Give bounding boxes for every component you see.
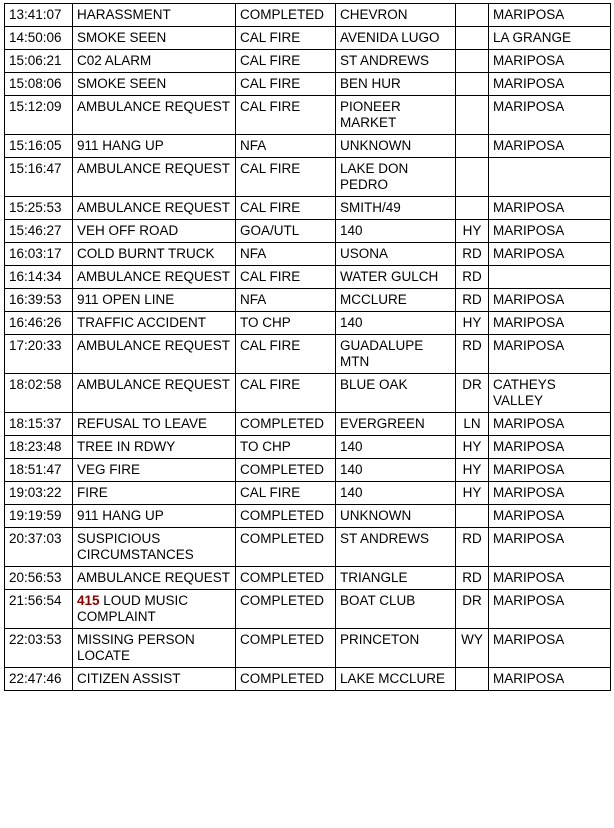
call-type-cell: COLD BURNT TRUCK [73,243,236,266]
city-cell [489,266,611,289]
city-cell: MARIPOSA [489,220,611,243]
street-cell: MCCLURE [336,289,456,312]
street-suffix-cell: RD [456,528,489,567]
street-suffix-cell: RD [456,243,489,266]
call-type-cell: SMOKE SEEN [73,73,236,96]
disposition-cell: CAL FIRE [236,374,336,413]
call-time-cell: 15:08:06 [5,73,73,96]
log-row [5,4,611,27]
call-type-cell: VEG FIRE [73,459,236,482]
street-suffix-cell [456,27,489,50]
log-row [5,374,611,413]
city-cell: MARIPOSA [489,436,611,459]
street-cell: UNKNOWN [336,135,456,158]
city-cell: MARIPOSA [489,135,611,158]
city-cell: MARIPOSA [489,413,611,436]
disposition-cell: COMPLETED [236,4,336,27]
street-cell: PIONEER MARKET [336,96,456,135]
city-cell: MARIPOSA [489,590,611,629]
log-row [5,73,611,96]
dispatch-log-body [5,4,611,691]
street-suffix-cell: RD [456,335,489,374]
call-type-cell: 911 OPEN LINE [73,289,236,312]
city-cell: MARIPOSA [489,50,611,73]
street-suffix-cell: RD [456,266,489,289]
city-cell: MARIPOSA [489,197,611,220]
city-cell: LA GRANGE [489,27,611,50]
log-row [5,482,611,505]
street-suffix-cell [456,197,489,220]
disposition-cell: NFA [236,289,336,312]
disposition-cell: CAL FIRE [236,482,336,505]
disposition-cell: TO CHP [236,436,336,459]
call-type-cell: MISSING PERSON LOCATE [73,629,236,668]
street-cell: TRIANGLE [336,567,456,590]
call-time-cell: 20:37:03 [5,528,73,567]
call-time-cell: 16:39:53 [5,289,73,312]
city-cell: MARIPOSA [489,567,611,590]
log-row [5,135,611,158]
call-type-cell: AMBULANCE REQUEST [73,567,236,590]
street-cell: UNKNOWN [336,505,456,528]
call-time-cell: 18:02:58 [5,374,73,413]
disposition-cell: GOA/UTL [236,220,336,243]
call-type-cell: VEH OFF ROAD [73,220,236,243]
street-suffix-cell [456,4,489,27]
log-row [5,289,611,312]
street-suffix-cell: RD [456,567,489,590]
call-time-cell: 16:03:17 [5,243,73,266]
call-time-cell: 18:51:47 [5,459,73,482]
call-time-cell: 16:46:26 [5,312,73,335]
call-type-cell [73,590,236,629]
street-cell: GUADALUPE MTN [336,335,456,374]
street-suffix-cell [456,158,489,197]
call-time-cell: 15:46:27 [5,220,73,243]
disposition-cell: CAL FIRE [236,335,336,374]
street-suffix-cell [456,50,489,73]
street-cell: BLUE OAK [336,374,456,413]
log-row [5,197,611,220]
street-cell: 140 [336,436,456,459]
street-suffix-cell [456,505,489,528]
log-row [5,505,611,528]
call-type-cell: SMOKE SEEN [73,27,236,50]
call-type-cell: 911 HANG UP [73,135,236,158]
call-time-cell: 22:03:53 [5,629,73,668]
call-type-cell: AMBULANCE REQUEST [73,96,236,135]
street-cell: BEN HUR [336,73,456,96]
penal-code-label: 415 [77,593,100,608]
call-time-cell: 20:56:53 [5,567,73,590]
call-type-cell: TRAFFIC ACCIDENT [73,312,236,335]
log-row [5,459,611,482]
street-suffix-cell: HY [456,312,489,335]
street-suffix-cell [456,135,489,158]
call-time-cell: 22:47:46 [5,668,73,691]
city-cell: MARIPOSA [489,505,611,528]
call-type-cell: AMBULANCE REQUEST [73,374,236,413]
call-type-cell: AMBULANCE REQUEST [73,266,236,289]
street-cell: 140 [336,482,456,505]
log-row [5,629,611,668]
call-type-cell: HARASSMENT [73,4,236,27]
disposition-cell: NFA [236,243,336,266]
disposition-cell: COMPLETED [236,567,336,590]
log-row [5,436,611,459]
disposition-cell: COMPLETED [236,459,336,482]
street-cell: 140 [336,312,456,335]
street-cell: PRINCETON [336,629,456,668]
street-cell: ST ANDREWS [336,528,456,567]
log-row [5,335,611,374]
street-cell: EVERGREEN [336,413,456,436]
disposition-cell: CAL FIRE [236,27,336,50]
street-cell: LAKE MCCLURE [336,668,456,691]
disposition-cell: CAL FIRE [236,158,336,197]
disposition-cell: CAL FIRE [236,73,336,96]
street-suffix-cell: HY [456,459,489,482]
street-cell: BOAT CLUB [336,590,456,629]
disposition-cell: CAL FIRE [236,266,336,289]
street-cell: 140 [336,459,456,482]
log-row [5,528,611,567]
street-suffix-cell: DR [456,590,489,629]
call-time-cell: 15:12:09 [5,96,73,135]
city-cell: MARIPOSA [489,459,611,482]
log-row [5,96,611,135]
call-time-cell: 21:56:54 [5,590,73,629]
street-cell: AVENIDA LUGO [336,27,456,50]
call-type-cell: AMBULANCE REQUEST [73,197,236,220]
log-row [5,567,611,590]
street-suffix-cell: WY [456,629,489,668]
log-row [5,50,611,73]
city-cell: MARIPOSA [489,73,611,96]
disposition-cell: COMPLETED [236,413,336,436]
call-time-cell: 15:16:47 [5,158,73,197]
log-row [5,413,611,436]
disposition-cell: CAL FIRE [236,50,336,73]
disposition-cell: COMPLETED [236,528,336,567]
city-cell: MARIPOSA [489,312,611,335]
city-cell: MARIPOSA [489,668,611,691]
disposition-cell: COMPLETED [236,505,336,528]
call-type-cell: SUSPICIOUS CIRCUMSTANCES [73,528,236,567]
city-cell: CATHEYS VALLEY [489,374,611,413]
city-cell: MARIPOSA [489,289,611,312]
city-cell: MARIPOSA [489,96,611,135]
street-suffix-cell: HY [456,436,489,459]
street-suffix-cell [456,96,489,135]
street-cell: SMITH/49 [336,197,456,220]
log-row [5,668,611,691]
disposition-cell: CAL FIRE [236,96,336,135]
call-time-cell: 17:20:33 [5,335,73,374]
city-cell: MARIPOSA [489,629,611,668]
street-suffix-cell: HY [456,220,489,243]
log-row [5,590,611,629]
call-time-cell: 15:16:05 [5,135,73,158]
city-cell [489,158,611,197]
street-cell: WATER GULCH [336,266,456,289]
call-type-cell: 911 HANG UP [73,505,236,528]
street-suffix-cell [456,668,489,691]
street-suffix-cell: DR [456,374,489,413]
log-row [5,243,611,266]
call-type-cell: FIRE [73,482,236,505]
street-suffix-cell [456,73,489,96]
call-time-cell: 15:25:53 [5,197,73,220]
call-time-cell: 19:19:59 [5,505,73,528]
street-cell: ST ANDREWS [336,50,456,73]
call-time-cell: 16:14:34 [5,266,73,289]
city-cell: MARIPOSA [489,4,611,27]
call-time-cell: 19:03:22 [5,482,73,505]
street-cell: USONA [336,243,456,266]
dispatch-log-table [4,3,611,691]
call-type-cell: REFUSAL TO LEAVE [73,413,236,436]
disposition-cell: COMPLETED [236,668,336,691]
call-time-cell: 14:50:06 [5,27,73,50]
city-cell: MARIPOSA [489,243,611,266]
disposition-cell: COMPLETED [236,629,336,668]
city-cell: MARIPOSA [489,482,611,505]
disposition-cell: COMPLETED [236,590,336,629]
disposition-cell: NFA [236,135,336,158]
disposition-cell: TO CHP [236,312,336,335]
street-cell: 140 [336,220,456,243]
street-suffix-cell: HY [456,482,489,505]
call-time-cell: 15:06:21 [5,50,73,73]
call-type-cell: TREE IN RDWY [73,436,236,459]
call-time-cell: 13:41:07 [5,4,73,27]
street-suffix-cell: RD [456,289,489,312]
call-type-cell: AMBULANCE REQUEST [73,335,236,374]
street-cell: CHEVRON [336,4,456,27]
log-row [5,312,611,335]
log-row [5,158,611,197]
call-time-cell: 18:23:48 [5,436,73,459]
city-cell: MARIPOSA [489,528,611,567]
call-time-cell: 18:15:37 [5,413,73,436]
log-row [5,266,611,289]
street-cell: LAKE DON PEDRO [336,158,456,197]
street-suffix-cell: LN [456,413,489,436]
city-cell: MARIPOSA [489,335,611,374]
call-type-cell: CITIZEN ASSIST [73,668,236,691]
log-row [5,27,611,50]
call-type-cell: AMBULANCE REQUEST [73,158,236,197]
call-type-cell: C02 ALARM [73,50,236,73]
log-row [5,220,611,243]
call-type-text: LOUD MUSIC COMPLAINT [77,593,189,624]
disposition-cell: CAL FIRE [236,197,336,220]
